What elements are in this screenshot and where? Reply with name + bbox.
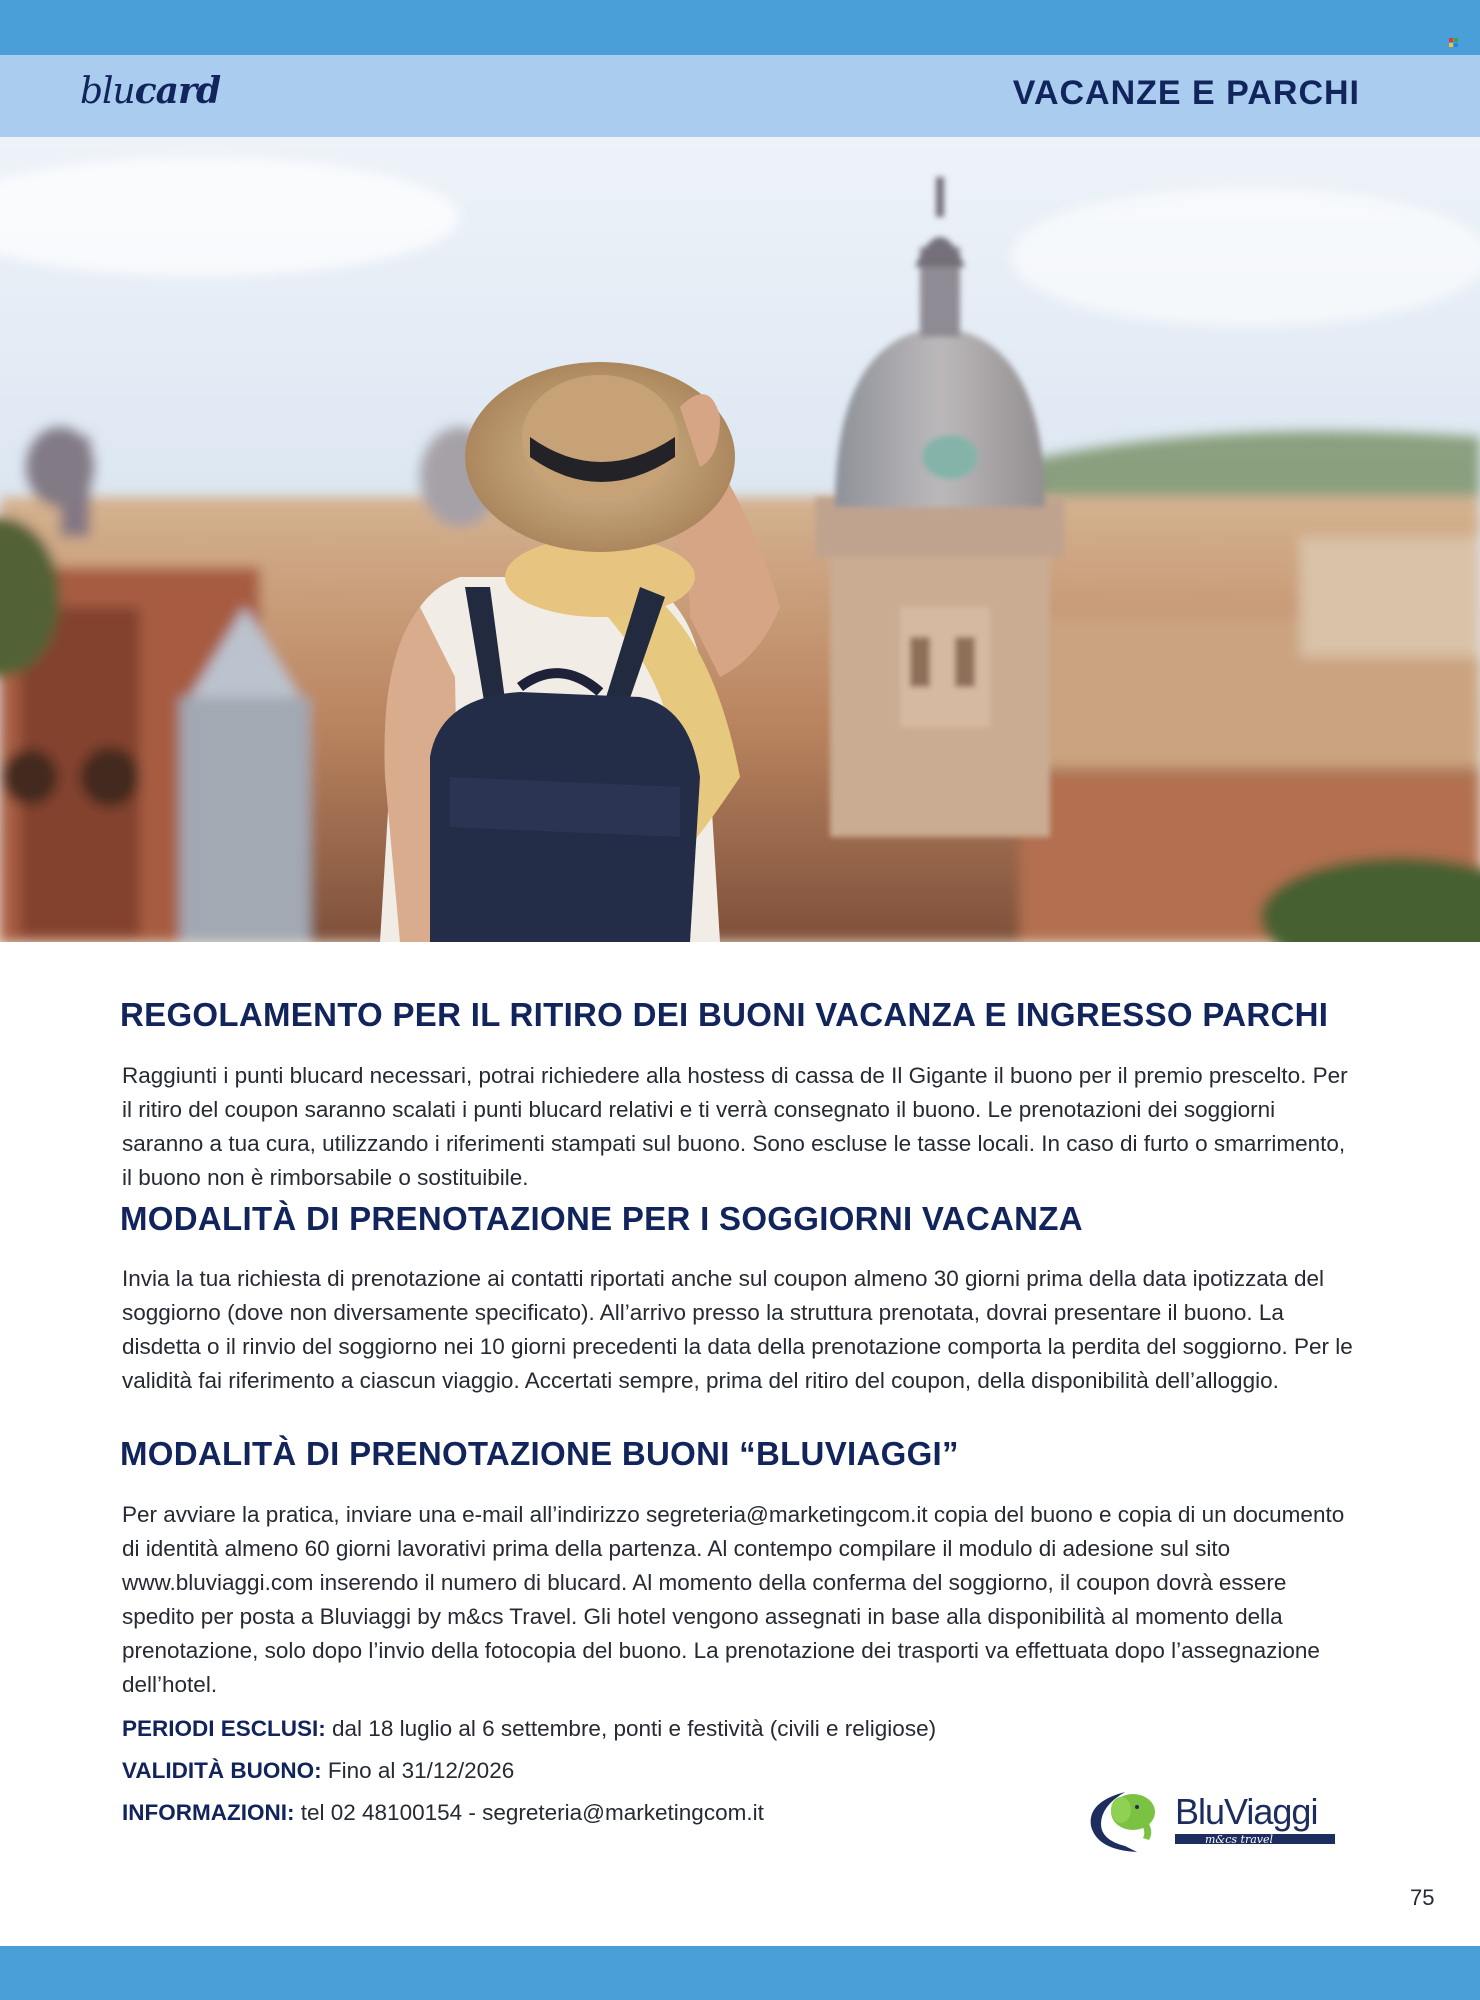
info-label: PERIODI ESCLUSI: [122,1715,326,1741]
info-value: Fino al 31/12/2026 [321,1757,515,1783]
info-value: dal 18 luglio al 6 settembre, ponti e festività (civili e religiose) [325,1715,937,1741]
top-color-bar [0,0,1480,55]
page-number: 75 [1410,1885,1435,1910]
rome-photo-illustration [0,137,1480,942]
info-value: tel 02 48100154 - segreteria@marketingcom.it [294,1799,764,1825]
info-periodi-esclusi [122,1708,1360,1750]
info-label: VALIDITÀ BUONO: [122,1757,322,1783]
section-title: VACANZE E PARCHI [1012,74,1360,112]
corner-mark-icon [1449,38,1458,47]
content-area [120,995,1360,1834]
info-label: INFORMAZIONI: [122,1799,295,1825]
section-body-regolamento: Raggiunti i punti blucard necessari, potrai richiedere alla hostess di cassa de Il Gigante il buono per il premio prescelto. Per il ritiro del coupon saranno scalati i punti blucard relativi e ti verrà consegnato il buono. Le prenotazioni dei soggiorni saranno a tua cura, utilizzando i riferimenti stampati sul buono. Sono escluse le tasse locali. In caso di furto o smarrimento, il buono non è rimborsabile o sostituibile. [122,1062,1348,1190]
section-body-soggiorni: Invia la tua richiesta di prenotazione ai contatti riportati anche sul coupon almeno 30 giorni prima della data ipotizzata del soggiorno (dove non diversamente specificato). All’arrivo presso la struttura prenotata, dovrai presentare il buono. La disdetta o il rinvio del soggiorno nei 10 giorni precedenti la data della prenotazione comporta la perdita del soggiorno. Per le validità fai riferimento a ciascun viaggio. Accertati sempre, prima del ritiro del coupon, della disponibilità dell’alloggio. [122,1266,1353,1394]
bottom-color-bar [0,1946,1480,2000]
bluviaggi-tagline: m&cs travel [1205,1833,1274,1846]
section-heading-soggiorni: MODALITÀ DI PRENOTAZIONE PER I SOGGIORNI VACANZA [120,1199,1083,1237]
bluviaggi-wordmark: BluViaggi [1175,1791,1318,1832]
section-heading-bluviaggi: MODALITÀ DI PRENOTAZIONE BUONI “BLUVIAGGI” [120,1435,959,1473]
hero-photo [0,137,1480,942]
elephant-logo-icon [1111,1794,1155,1840]
bluviaggi-logo [1085,1782,1345,1862]
section-heading-regolamento: REGOLAMENTO PER IL RITIRO DEI BUONI VACANZA E INGRESSO PARCHI [120,996,1329,1033]
blucard-logo: blucard [80,70,221,112]
section-body-bluviaggi: Per avviare la pratica, inviare una e-mail all’indirizzo segreteria@marketingcom.it copia del buono e copia di un documento di identità almeno 60 giorni lavorativi prima della partenza. Al contempo compilare il modulo di adesione sul sito www.bluviaggi.com inserendo il numero di blucard. Al momento della conferma del soggiorno, il coupon dovrà essere spedito per posta a Bluviaggi by m&cs Travel. Gli hotel vengono assegnati in base alla disponibilità al momento della prenotazione, solo dopo l’invio della fotocopia del buono. La prenotazione dei trasporti va effettuata dopo l’assegnazione dell’hotel. [122,1501,1345,1697]
